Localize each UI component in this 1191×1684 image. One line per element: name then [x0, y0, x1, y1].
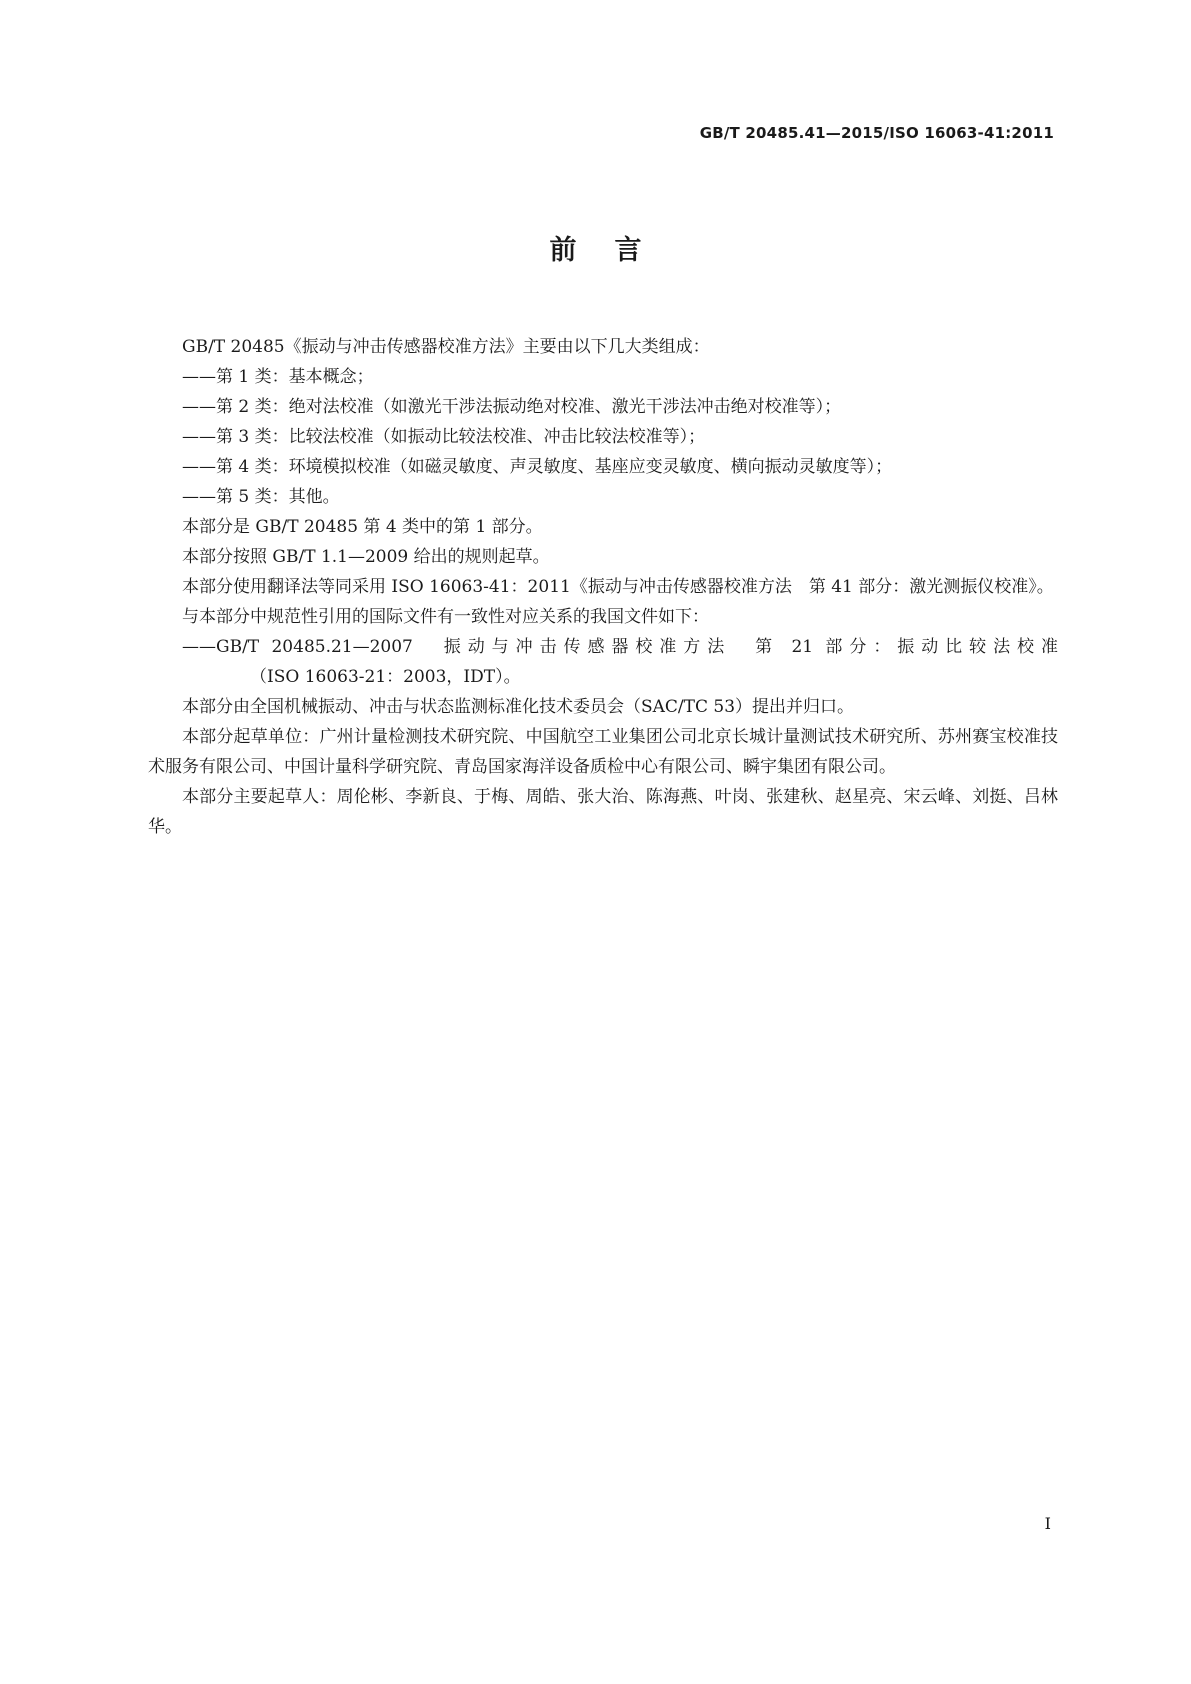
- translation-paragraph: 本部分使用翻译法等同采用 ISO 16063-41：2011《振动与冲击传感器校准方法 第 41 部分：激光测振仪校准》。: [182, 577, 1054, 597]
- correspondence-line-2: （ISO 16063-21：2003，IDT）。: [250, 667, 521, 687]
- document-body: [148, 332, 1058, 842]
- correspondence-list-item: [148, 632, 1058, 692]
- list-item-class-2: ——第 2 类：绝对法校准（如激光干涉法振动绝对校准、激光干涉法冲击绝对校准等）；: [182, 397, 842, 417]
- list-item-class-3: ——第 3 类：比较法校准（如振动比较法校准、冲击比较法校准等）；: [182, 427, 706, 447]
- drafting-units-paragraph: 本部分起草单位：广州计量检测技术研究院、中国航空工业集团公司北京长城计量测试技术研究所、苏州赛宝校准技术服务有限公司、中国计量科学研究院、青岛国家海洋设备质检中心有限公司、瞬宇集团有限公司。: [148, 727, 1058, 777]
- correspondence-line-1: ——GB/T 20485.21—2007 振动与冲击传感器校准方法 第 21 部分：振动比较法校准: [182, 637, 1058, 657]
- drafting-rules-paragraph: 本部分按照 GB/T 1.1—2009 给出的规则起草。: [182, 547, 550, 567]
- intro-paragraph: GB/T 20485《振动与冲击传感器校准方法》主要由以下几大类组成：: [182, 337, 710, 357]
- correspondence-intro-paragraph: 与本部分中规范性引用的国际文件有一致性对应关系的我国文件如下：: [182, 607, 709, 627]
- part-of-paragraph: 本部分是 GB/T 20485 第 4 类中的第 1 部分。: [182, 517, 543, 537]
- drafters-paragraph: 本部分主要起草人：周伦彬、李新良、于梅、周皓、张大治、陈海燕、叶岗、张建秋、赵星亮、宋云峰、刘挺、吕林华。: [148, 787, 1058, 837]
- standard-code: GB/T 20485.41—2015/ISO 16063-41:2011: [699, 124, 1054, 142]
- list-item-class-1: ——第 1 类：基本概念；: [182, 367, 374, 387]
- proposed-by-paragraph: 本部分由全国机械振动、冲击与状态监测标准化技术委员会（SAC/TC 53）提出并归口。: [182, 697, 855, 717]
- list-item-class-5: ——第 5 类：其他。: [182, 487, 340, 507]
- list-item-class-4: ——第 4 类：环境模拟校准（如磁灵敏度、声灵敏度、基座应变灵敏度、横向振动灵敏度等）；: [182, 457, 893, 477]
- page-number: I: [1044, 1514, 1051, 1533]
- page-title: 前言: [549, 235, 680, 266]
